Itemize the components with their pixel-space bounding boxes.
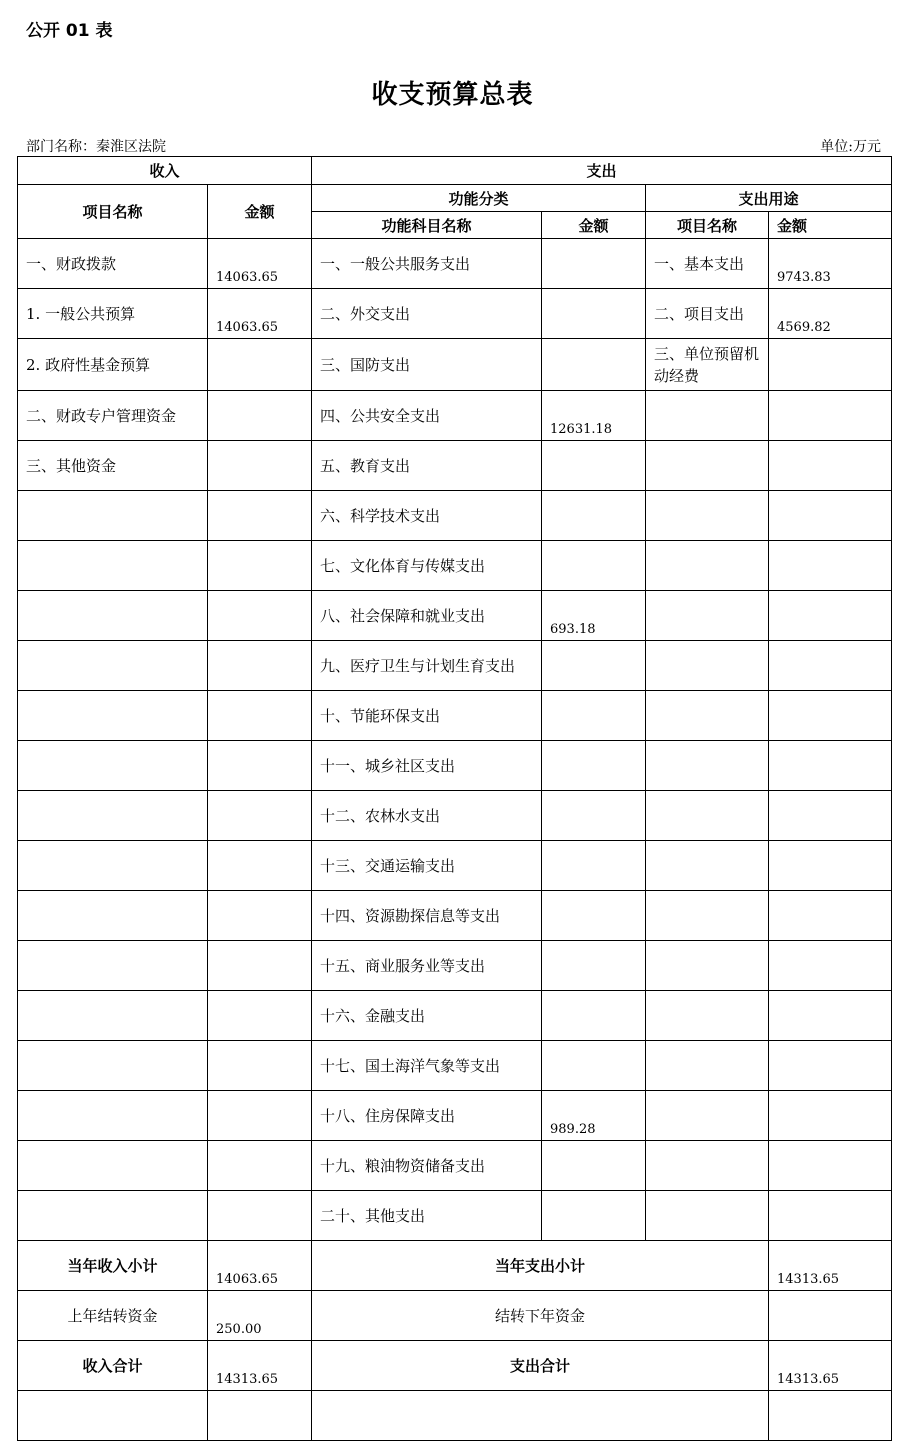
income-amount [208,339,312,391]
income-item-name [18,941,208,991]
table-row [18,289,892,339]
income-item-name [18,891,208,941]
purpose-item-name: 一、基本支出 [646,239,769,289]
function-subject-name: 七、文化体育与传媒支出 [312,541,542,591]
function-subject-name: 十五、商业服务业等支出 [312,941,542,991]
income-item-name [18,591,208,641]
function-subject-name: 四、公共安全支出 [312,391,542,441]
table-row [18,1141,892,1191]
table-row [18,441,892,491]
function-amount [542,791,646,841]
department-name: 部门名称：秦淮区法院 [26,139,166,155]
function-subject-name: 二、外交支出 [312,289,542,339]
purpose-item-name [646,941,769,991]
total-row [18,1341,892,1391]
blank-cell [208,1391,312,1441]
income-item-name [18,1091,208,1141]
income-amount [208,941,312,991]
function-amount [542,339,646,391]
purpose-amount [769,841,892,891]
function-amount [542,289,646,339]
purpose-item-name [646,641,769,691]
function-amount [542,441,646,491]
purpose-amount [769,891,892,941]
purpose-amount [769,791,892,841]
income-amount [208,691,312,741]
function-subject-name: 六、科学技术支出 [312,491,542,541]
table-row [18,491,892,541]
income-item-name [18,841,208,891]
income-item-name [18,691,208,741]
table-row [18,991,892,1041]
expenditure-header: 支出 [312,157,892,185]
table-row [18,941,892,991]
purpose-amount [769,339,892,391]
function-subject-name: 十四、资源勘探信息等支出 [312,891,542,941]
purpose-item-name [646,691,769,741]
table-row [18,741,892,791]
purpose-item-name [646,841,769,891]
income-subtotal-value: 14063.65 [208,1241,312,1291]
income-item-name [18,641,208,691]
table-row [18,239,892,289]
amount-header: 金额 [208,185,312,239]
purpose-item-name [646,1041,769,1091]
table-row [18,891,892,941]
next-carryover-label: 结转下年资金 [312,1291,769,1341]
function-amount-header: 金额 [542,212,646,239]
purpose-amount [769,1191,892,1241]
income-header: 收入 [18,157,312,185]
function-amount: 12631.18 [542,391,646,441]
function-amount [542,841,646,891]
income-amount [208,541,312,591]
income-amount [208,641,312,691]
function-amount: 693.18 [542,591,646,641]
income-amount [208,391,312,441]
income-amount [208,591,312,641]
purpose-amount [769,991,892,1041]
function-amount [542,1191,646,1241]
function-amount [542,991,646,1041]
function-subject-name: 十七、国土海洋气象等支出 [312,1041,542,1091]
purpose-amount [769,441,892,491]
income-amount [208,741,312,791]
prior-carryover-label: 上年结转资金 [18,1291,208,1341]
income-amount: 14063.65 [208,239,312,289]
income-item-name: 1. 一般公共预算 [18,289,208,339]
function-amount [542,641,646,691]
income-item-name [18,1141,208,1191]
expense-subtotal-value: 14313.65 [769,1241,892,1291]
purpose-item-name [646,1091,769,1141]
table-row [18,1091,892,1141]
income-item-name [18,491,208,541]
purpose-amount [769,641,892,691]
unit-label: 单位:万元 [820,139,881,155]
purpose-item-name [646,891,769,941]
blank-cell [312,1391,769,1441]
purpose-amount [769,1041,892,1091]
function-amount [542,891,646,941]
next-carryover-value [769,1291,892,1341]
function-subject-name: 十、节能环保支出 [312,691,542,741]
income-amount [208,1091,312,1141]
purpose-item-name: 二、项目支出 [646,289,769,339]
table-row [18,1191,892,1241]
carryover-row [18,1291,892,1341]
income-amount [208,1141,312,1191]
purpose-item-name [646,591,769,641]
purpose-item-name [646,491,769,541]
blank-row [18,1391,892,1441]
purpose-item-name [646,991,769,1041]
function-amount [542,741,646,791]
income-item-name [18,991,208,1041]
purpose-header: 支出用途 [646,185,892,212]
subtotal-row [18,1241,892,1291]
income-amount [208,1191,312,1241]
income-item-name: 三、其他资金 [18,441,208,491]
function-amount [542,541,646,591]
table-row [18,641,892,691]
function-subject-name: 二十、其他支出 [312,1191,542,1241]
purpose-amount: 9743.83 [769,239,892,289]
blank-cell [18,1391,208,1441]
income-amount: 14063.65 [208,289,312,339]
expense-total-label: 支出合计 [312,1341,769,1391]
function-subject-name-header: 功能科目名称 [312,212,542,239]
purpose-item-name [646,541,769,591]
income-item-name [18,741,208,791]
purpose-amount [769,391,892,441]
table-row [18,691,892,741]
page-title: 收支预算总表 [371,80,534,110]
purpose-item-name [646,1141,769,1191]
function-subject-name: 十二、农林水支出 [312,791,542,841]
purpose-item-name [646,391,769,441]
budget-table [17,156,892,1441]
table-row [18,1041,892,1091]
income-item-name [18,791,208,841]
income-amount [208,891,312,941]
item-name-header: 项目名称 [18,185,208,239]
function-subject-name: 五、教育支出 [312,441,542,491]
purpose-amount [769,741,892,791]
table-row [18,339,892,391]
income-amount [208,491,312,541]
purpose-item-name-header: 项目名称 [646,212,769,239]
income-item-name: 2. 政府性基金预算 [18,339,208,391]
function-subject-name: 十三、交通运输支出 [312,841,542,891]
purpose-item-name [646,791,769,841]
function-amount [542,239,646,289]
function-subject-name: 十八、住房保障支出 [312,1091,542,1141]
income-item-name [18,1191,208,1241]
function-subject-name: 十九、粮油物资储备支出 [312,1141,542,1191]
header-row-1 [18,157,892,185]
purpose-item-name [646,741,769,791]
income-total-value: 14313.65 [208,1341,312,1391]
purpose-amount [769,1141,892,1191]
income-amount [208,991,312,1041]
purpose-item-name [646,441,769,491]
table-row [18,391,892,441]
purpose-item-name [646,1191,769,1241]
table-row [18,841,892,891]
purpose-amount [769,541,892,591]
function-subject-name: 十六、金融支出 [312,991,542,1041]
income-item-name: 一、财政拨款 [18,239,208,289]
function-subject-name: 十一、城乡社区支出 [312,741,542,791]
income-total-label: 收入合计 [18,1341,208,1391]
income-amount [208,791,312,841]
income-item-name [18,1041,208,1091]
purpose-amount-header: 金额 [769,212,892,239]
table-row [18,591,892,641]
header-row-2 [18,185,892,212]
purpose-amount [769,941,892,991]
income-amount [208,1041,312,1091]
table-row [18,791,892,841]
purpose-amount [769,591,892,641]
table-row [18,541,892,591]
purpose-amount [769,691,892,741]
prior-carryover-value: 250.00 [208,1291,312,1341]
expense-total-value: 14313.65 [769,1341,892,1391]
income-subtotal-label: 当年收入小计 [18,1241,208,1291]
income-item-name: 二、财政专户管理资金 [18,391,208,441]
income-amount [208,441,312,491]
function-amount [542,1141,646,1191]
purpose-amount [769,491,892,541]
income-item-name [18,541,208,591]
purpose-item-name: 三、单位预留机动经费 [646,339,769,391]
function-subject-name: 一、一般公共服务支出 [312,239,542,289]
function-amount [542,1041,646,1091]
function-amount [542,691,646,741]
functional-class-header: 功能分类 [312,185,646,212]
function-amount [542,491,646,541]
function-subject-name: 八、社会保障和就业支出 [312,591,542,641]
blank-cell [769,1391,892,1441]
expense-subtotal-label: 当年支出小计 [312,1241,769,1291]
function-subject-name: 三、国防支出 [312,339,542,391]
function-amount: 989.28 [542,1091,646,1141]
purpose-amount: 4569.82 [769,289,892,339]
form-number-label: 公开 01 表 [26,21,113,41]
purpose-amount [769,1091,892,1141]
function-amount [542,941,646,991]
function-subject-name: 九、医疗卫生与计划生育支出 [312,641,542,691]
income-amount [208,841,312,891]
